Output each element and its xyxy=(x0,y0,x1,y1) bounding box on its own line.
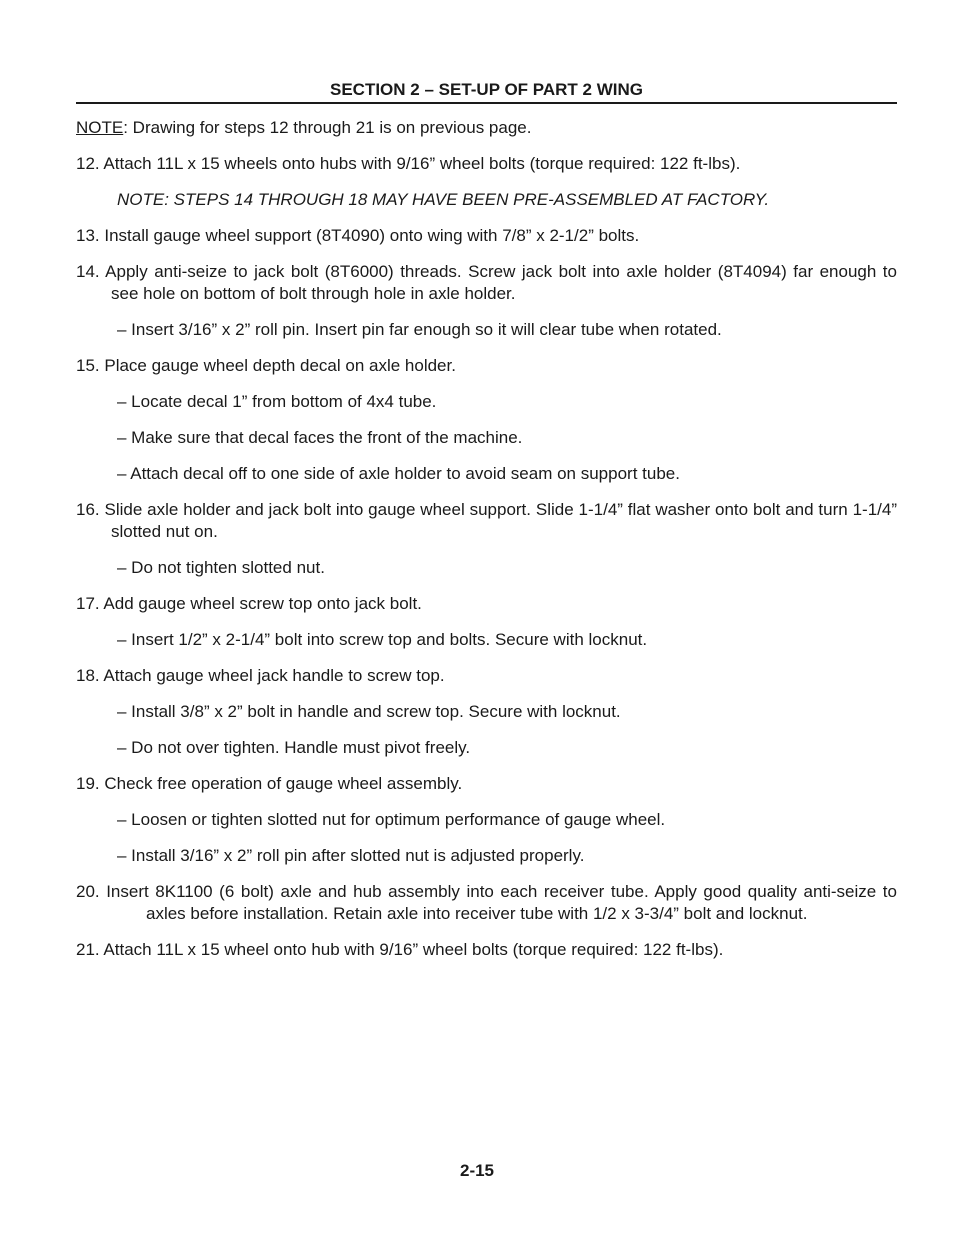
step-18-sub-a: – Install 3/8” x 2” bolt in handle and screw top. Secure with locknut. xyxy=(117,702,621,721)
step-15-sub-b: – Make sure that decal faces the front of the machine. xyxy=(117,428,523,447)
step-14: 14. Apply anti-seize to jack bolt (8T6000) threads. Screw jack bolt into axle holder (8T4094) far enough to see hole on bottom of bolt through hole in axle holder. xyxy=(76,262,897,303)
step-14-sub-a: – Insert 3/16” x 2” roll pin. Insert pin far enough so it will clear tube when rotated. xyxy=(117,320,722,339)
note-label: NOTE xyxy=(76,118,124,137)
step-19: 19. Check free operation of gauge wheel assembly. xyxy=(76,774,463,793)
step-20: 20. Insert 8K1100 (6 bolt) axle and hub assembly into each receiver tube. Apply good quality anti-seize to axles before installation. Retain axle into receiver tube with 1/2 x 3-3/4” bolt and locknut. xyxy=(76,882,897,923)
step-21: 21. Attach 11L x 15 wheel onto hub with 9/16” wheel bolts (torque required: 122 ft-lbs). xyxy=(76,940,724,959)
step-19-sub-a: – Loosen or tighten slotted nut for optimum performance of gauge wheel. xyxy=(117,810,666,829)
document-page xyxy=(76,78,897,961)
step-19-sub-b: – Install 3/16” x 2” roll pin after slotted nut is adjusted properly. xyxy=(117,846,585,865)
page-number: 2-15 xyxy=(459,1161,495,1180)
step-15-sub-c: – Attach decal off to one side of axle holder to avoid seam on support tube. xyxy=(117,464,680,483)
step-17-sub-a: – Insert 1/2” x 2-1/4” bolt into screw top and bolts. Secure with locknut. xyxy=(117,630,648,649)
note-text: : Drawing for steps 12 through 21 is on previous page. xyxy=(123,118,532,137)
factory-note: NOTE: STEPS 14 THROUGH 18 MAY HAVE BEEN PRE-ASSEMBLED AT FACTORY. xyxy=(117,190,770,209)
step-18-sub-b: – Do not over tighten. Handle must pivot freely. xyxy=(117,738,471,757)
step-16: 16. Slide axle holder and jack bolt into gauge wheel support. Slide 1-1/4” flat washer onto bolt and turn 1-1/4” slotted nut on. xyxy=(76,500,897,541)
step-15-sub-a: – Locate decal 1” from bottom of 4x4 tube. xyxy=(117,392,437,411)
step-13: 13. Install gauge wheel support (8T4090) onto wing with 7/8” x 2-1/2” bolts. xyxy=(76,226,640,245)
intro-note xyxy=(76,117,897,139)
step-18: 18. Attach gauge wheel jack handle to screw top. xyxy=(76,666,445,685)
step-17: 17. Add gauge wheel screw top onto jack bolt. xyxy=(76,594,422,613)
step-12: 12. Attach 11L x 15 wheels onto hubs with 9/16” wheel bolts (torque required: 122 ft-lbs). xyxy=(76,154,741,173)
step-16-sub-a: – Do not tighten slotted nut. xyxy=(117,558,325,577)
step-15: 15. Place gauge wheel depth decal on axle holder. xyxy=(76,356,456,375)
section-title: SECTION 2 – SET-UP OF PART 2 WING xyxy=(76,78,897,104)
